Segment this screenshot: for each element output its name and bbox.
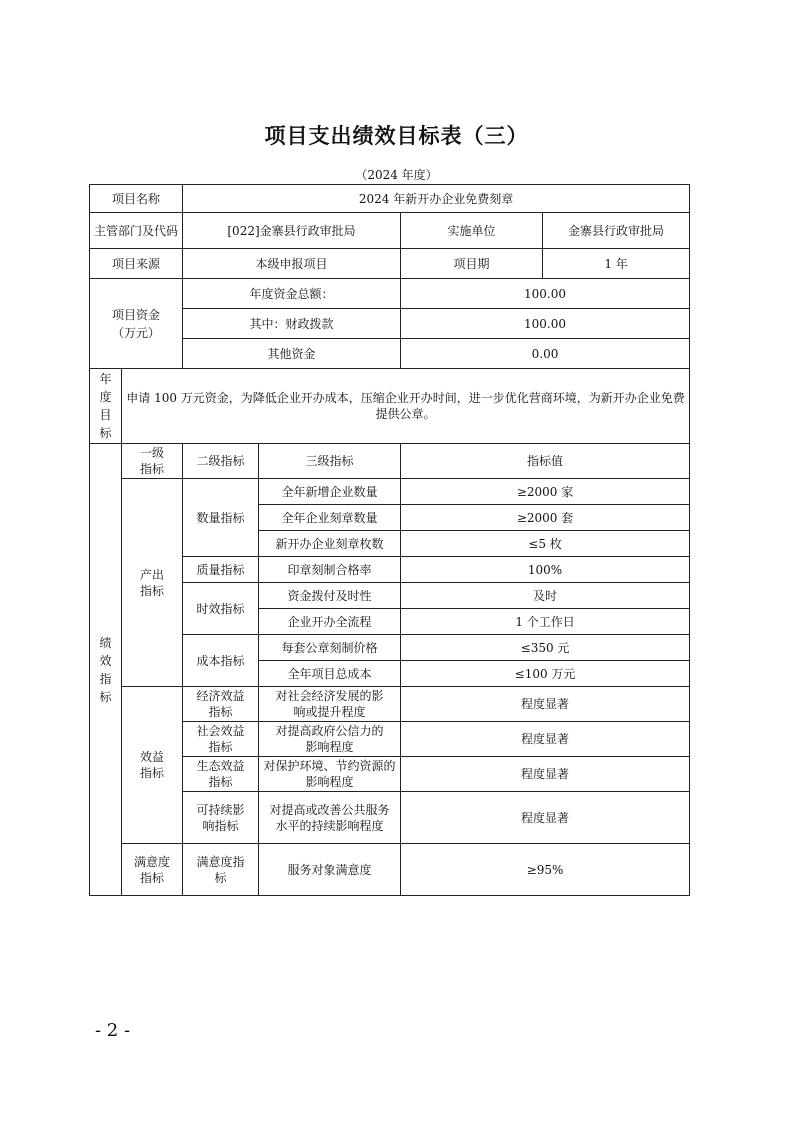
- indicator-name: 每套公章刻制价格: [259, 635, 401, 661]
- row-annual-goal: [90, 369, 690, 444]
- satisfaction-level2-label: 满意度指标: [183, 844, 259, 896]
- indicator-value: 及时: [401, 583, 690, 609]
- indicator-name: 全年新增企业数量: [259, 479, 401, 505]
- indicator-name: 对提高政府公信力的影响程度: [259, 722, 401, 757]
- goal-label: 年度目标: [90, 369, 122, 444]
- indicator-name: 企业开办全流程: [259, 609, 401, 635]
- header-level3: 三级指标: [259, 444, 401, 479]
- performance-table: [89, 184, 690, 896]
- source-value: 本级申报项目: [183, 249, 401, 279]
- indicator-name: 全年项目总成本: [259, 661, 401, 687]
- row-department: [90, 213, 690, 249]
- period-label: 项目期: [401, 249, 543, 279]
- funds-label: 项目资金（万元）: [90, 279, 183, 369]
- impl-value: 金寨县行政审批局: [543, 213, 690, 249]
- indicator-name: 印章刻制合格率: [259, 557, 401, 583]
- perf-label: 绩效指标: [90, 444, 122, 896]
- indicator-row: [90, 844, 690, 896]
- fund-other-label: 其他资金: [183, 339, 401, 369]
- row-fund-total: [90, 279, 690, 309]
- fund-fiscal-value: 100.00: [401, 309, 690, 339]
- indicator-value: ≤100 万元: [401, 661, 690, 687]
- source-label: 项目来源: [90, 249, 183, 279]
- indicator-value: ≥2000 套: [401, 505, 690, 531]
- indicator-value: 程度显著: [401, 722, 690, 757]
- project-name-label: 项目名称: [90, 185, 183, 213]
- page-number: - 2 -: [95, 1020, 131, 1041]
- indicator-value: ≥2000 家: [401, 479, 690, 505]
- indicator-row: [90, 687, 690, 722]
- benefit-economic-label: 经济效益指标: [183, 687, 259, 722]
- goal-text: 申请 100 万元资金，为降低企业开办成本，压缩企业开办时间，进一步优化营商环境，为新开办企业免费提供公章。: [122, 369, 690, 444]
- benefit-social-label: 社会效益指标: [183, 722, 259, 757]
- dept-label: 主管部门及代码: [90, 213, 183, 249]
- dept-value: [022]金寨县行政审批局: [183, 213, 401, 249]
- indicator-value: ≥95%: [401, 844, 690, 896]
- indicator-name: 全年企业刻章数量: [259, 505, 401, 531]
- page-title: 项目支出绩效目标表（三）: [264, 124, 529, 148]
- header-level1: 一级指标: [122, 444, 183, 479]
- indicator-value: ≤350 元: [401, 635, 690, 661]
- row-header: [90, 444, 690, 479]
- indicator-name: 对社会经济发展的影响或提升程度: [259, 687, 401, 722]
- indicator-name: 新开办企业刻章枚数: [259, 531, 401, 557]
- cost-label: 成本指标: [183, 635, 259, 687]
- indicator-name: 对保护环境、节约资源的影响程度: [259, 757, 401, 792]
- indicator-value: 100%: [401, 557, 690, 583]
- fund-other-value: 0.00: [401, 339, 690, 369]
- row-source: [90, 249, 690, 279]
- header-value: 指标值: [401, 444, 690, 479]
- indicator-value: 程度显著: [401, 757, 690, 792]
- fund-fiscal-label: 其中：财政拨款: [183, 309, 401, 339]
- indicator-value: 程度显著: [401, 792, 690, 844]
- output-label: 产出指标: [122, 479, 183, 687]
- timeliness-label: 时效指标: [183, 583, 259, 635]
- row-project-name: [90, 185, 690, 213]
- indicator-value: 1 个工作日: [401, 609, 690, 635]
- benefit-eco-label: 生态效益指标: [183, 757, 259, 792]
- header-level2: 二级指标: [183, 444, 259, 479]
- period-value: 1 年: [543, 249, 690, 279]
- quality-label: 质量指标: [183, 557, 259, 583]
- indicator-row: [90, 479, 690, 505]
- indicator-value: 程度显著: [401, 687, 690, 722]
- project-name-value: 2024 年新开办企业免费刻章: [183, 185, 690, 213]
- indicator-name: 对提高或改善公共服务水平的持续影响程度: [259, 792, 401, 844]
- year-subtitle: （2024 年度）: [355, 168, 438, 182]
- fund-total-label: 年度资金总额：: [183, 279, 401, 309]
- fund-total-value: 100.00: [401, 279, 690, 309]
- quantity-label: 数量指标: [183, 479, 259, 557]
- benefit-label: 效益指标: [122, 687, 183, 844]
- satisfaction-label: 满意度指标: [122, 844, 183, 896]
- impl-label: 实施单位: [401, 213, 543, 249]
- indicator-value: ≤5 枚: [401, 531, 690, 557]
- benefit-sustainable-label: 可持续影响指标: [183, 792, 259, 844]
- indicator-name: 服务对象满意度: [259, 844, 401, 896]
- indicator-name: 资金拨付及时性: [259, 583, 401, 609]
